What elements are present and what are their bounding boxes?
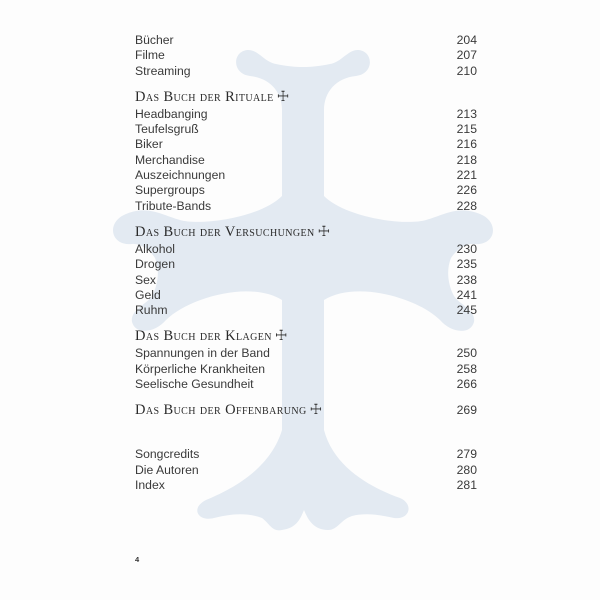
toc-page-number: 210 xyxy=(456,63,477,78)
toc-entry[interactable] xyxy=(135,33,477,48)
toc-entry-label: Filme xyxy=(135,48,165,63)
toc-entry[interactable] xyxy=(135,346,477,361)
toc-entry-label: Merchandise xyxy=(135,152,205,167)
toc-entry[interactable] xyxy=(135,257,477,272)
toc-page-number: 280 xyxy=(456,462,477,477)
toc-page-number: 218 xyxy=(456,152,477,167)
toc-page-number: 241 xyxy=(456,287,477,302)
toc-entry-label: Auszeichnungen xyxy=(135,168,226,183)
table-of-contents xyxy=(135,33,477,493)
section-title: Das Buch der Rituale xyxy=(135,88,274,105)
toc-page-number: 213 xyxy=(456,106,477,121)
toc-page-number: 226 xyxy=(456,183,477,198)
toc-page-number: 207 xyxy=(456,48,477,63)
toc-entry-label: Supergroups xyxy=(135,183,205,198)
toc-entry[interactable] xyxy=(135,463,477,478)
section-title: Das Buch der Offenbarung xyxy=(135,402,307,419)
toc-entry[interactable] xyxy=(135,447,477,462)
toc-entry-label: Streaming xyxy=(135,63,191,78)
toc-page-number: 258 xyxy=(456,361,477,376)
toc-page-number: 235 xyxy=(456,257,477,272)
toc-entry-label: Geld xyxy=(135,287,161,302)
toc-entry[interactable] xyxy=(135,303,477,318)
toc-entry-label: Tribute-Bands xyxy=(135,198,212,213)
toc-entry[interactable] xyxy=(135,64,477,79)
toc-entry[interactable] xyxy=(135,122,477,137)
toc-entry-label: Spannungen in der Band xyxy=(135,346,270,361)
toc-entry-label: Seelische Gesundheit xyxy=(135,377,254,392)
toc-entry-label: Körperliche Krankheiten xyxy=(135,361,266,376)
toc-entry-label: Die Autoren xyxy=(135,462,199,477)
toc-entry[interactable] xyxy=(135,377,477,392)
toc-entry-label: Sex xyxy=(135,272,157,287)
toc-entry-label: Songcredits xyxy=(135,447,200,462)
toc-page-number: 216 xyxy=(456,137,477,152)
toc-entry[interactable] xyxy=(135,288,477,303)
toc-entry[interactable] xyxy=(135,273,477,288)
section-heading-offenbarung[interactable] xyxy=(135,400,477,420)
toc-page-number: 266 xyxy=(456,377,477,392)
toc-entry[interactable] xyxy=(135,168,477,183)
toc-page-number: 269 xyxy=(456,403,477,418)
toc-entry[interactable] xyxy=(135,199,477,214)
page-number: 4 xyxy=(135,555,140,564)
toc-page-number: 204 xyxy=(456,33,477,47)
dagger-cross-icon: ☩ xyxy=(276,89,290,105)
toc-entry-label: Headbanging xyxy=(135,106,208,121)
toc-entry[interactable] xyxy=(135,137,477,152)
toc-page-number: 281 xyxy=(456,477,477,492)
section-heading-rituale[interactable] xyxy=(135,87,477,107)
toc-entry-label: Drogen xyxy=(135,257,175,272)
toc-entry[interactable] xyxy=(135,153,477,168)
dagger-cross-icon: ☩ xyxy=(274,329,288,345)
dagger-cross-icon: ☩ xyxy=(309,403,323,419)
dagger-cross-icon: ☩ xyxy=(317,224,331,240)
toc-entry-label: Bücher xyxy=(135,33,174,47)
toc-entry-label: Ruhm xyxy=(135,303,168,318)
toc-page-number: 279 xyxy=(456,447,477,462)
toc-entry[interactable] xyxy=(135,242,477,257)
toc-entry-label: Alkohol xyxy=(135,241,175,256)
toc-entry[interactable] xyxy=(135,48,477,63)
toc-entry-label: Biker xyxy=(135,137,163,152)
toc-entry-label: Index xyxy=(135,477,165,492)
toc-entry[interactable] xyxy=(135,362,477,377)
toc-page-number: 250 xyxy=(456,346,477,361)
section-title: Das Buch der Klagen xyxy=(135,328,272,345)
toc-entry[interactable] xyxy=(135,183,477,198)
section-title: Das Buch der Versuchungen xyxy=(135,223,315,240)
toc-page-number: 245 xyxy=(456,303,477,318)
toc-entry[interactable] xyxy=(135,478,477,493)
toc-page-number: 215 xyxy=(456,122,477,137)
toc-page-number: 238 xyxy=(456,272,477,287)
section-heading-versuchungen[interactable] xyxy=(135,222,477,242)
toc-entry-label: Teufelsgruß xyxy=(135,122,199,137)
toc-page-number: 228 xyxy=(456,198,477,213)
toc-page-number: 230 xyxy=(456,241,477,256)
toc-page-number: 221 xyxy=(456,168,477,183)
section-heading-klagen[interactable] xyxy=(135,326,477,346)
toc-entry[interactable] xyxy=(135,107,477,122)
